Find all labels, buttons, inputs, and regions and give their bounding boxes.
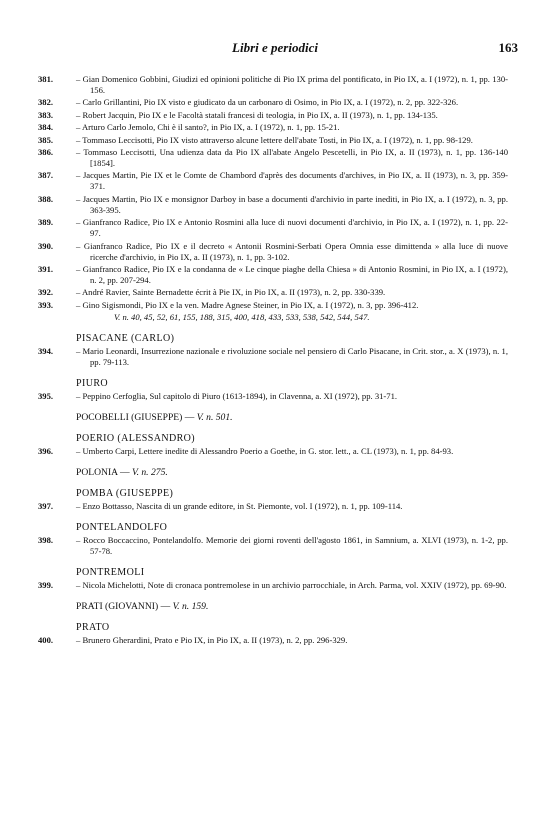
section-heading-crossref [38,601,508,612]
entry-number: 390. [38,240,54,251]
entry-text: – Peppino Cerfoglia, Sul capitolo di Piuro (1613-1894), in Clavenna, a. XI (1972), pp. 31-71. [76,391,398,402]
bibliography-entry [38,194,508,216]
entry-number: 385. [38,134,54,145]
section-heading: PIURO [76,378,109,390]
bibliography-entry [38,147,508,169]
entry-number: 389. [38,217,54,228]
see-also-note: V. n. 40, 45, 52, 61, 155, 188, 315, 400, 418, 433, 533, 538, 542, 544, 547. [114,312,370,323]
entry-number: 384. [38,122,54,133]
bibliography-entry [38,535,508,557]
crossref-dash: — [117,467,132,479]
crossref-dash: — [158,601,173,613]
bibliography-entry [38,217,508,239]
pio-ix-entries [38,74,508,311]
section-heading-crossref [38,412,508,423]
section-heading: PRATI (GIOVANNI) [76,601,159,613]
entry-text: – Gianfranco Radice, Pio IX e il decreto « Antonii Rosmini-Serbati Opera Omnia esse dimittenda » alla luce di nuove ricerche d'archivio, in Pio IX, a. II (1973), n. 1, pp. 3-102. [76,240,508,262]
entry-number: 393. [38,299,54,310]
entry-number: 398. [38,535,54,546]
entry-number: 388. [38,193,54,204]
page-number: 163 [498,40,518,55]
bibliography-entry [38,74,508,96]
entry-text: – Carlo Grillantini, Pio IX visto e giudicato da un carbonaro di Osimo, in Pio IX, a. I (1972), n. 2, pp. 322-326. [76,97,459,108]
entry-number: 396. [38,446,54,457]
bibliography-entry [38,635,508,646]
entry-number: 387. [38,170,54,181]
bibliography-entry [38,300,508,311]
crossref: V. n. 501. [196,412,233,424]
bibliography-entry [38,287,508,298]
entry-text: – Nicola Michelotti, Note di cronaca pontremolese in un archivio parrocchiale, in Arch. Parma, vol. XXIV (1972), pp. 69-90. [76,580,507,591]
section-heading: POERIO (ALESSANDRO) [76,433,195,445]
entry-text: – Rocco Boccaccino, Pontelandolfo. Memorie dei giorni roventi dell'agosto 1861, in Samnium, a. XLVI (1973), n. 1-2, pp. 57-78. [76,535,508,557]
entry-text: – Jacques Martin, Pio IX e monsignor Darboy in base a documenti d'archivio in parte inediti, in Pio IX, a. I (1972), n. 3, pp. 363-395. [76,193,508,215]
entry-text: – Gianfranco Radice, Pio IX e Antonio Rosmini alla luce di nuovi documenti d'archivio, in Pio IX, a. I (1972), n. 1, pp. 22-97. [76,217,508,239]
section-heading: PISACANE (CARLO) [76,333,175,345]
entry-number: 383. [38,109,54,120]
sections [38,333,508,646]
entry-text: – Arturo Carlo Jemolo, Chi è il santo?, in Pio IX, a. I (1972), n. 1, pp. 15-21. [76,122,340,133]
bibliography-entry [38,264,508,286]
entry-number: 397. [38,501,54,512]
entry-number: 399. [38,580,54,591]
crossref: V. n. 275. [131,467,168,479]
entry-text: – Mario Leonardi, Insurrezione nazionale e rivoluzione sociale nel pensiero di Carlo Pisacane, in Crit. stor., a. X (1973), n. 1, pp. 79-113. [76,346,508,368]
section-heading: POMBA (GIUSEPPE) [76,488,174,500]
entry-text: – Gianfranco Radice, Pio IX e la condanna de « Le cinque piaghe della Chiesa » di Antonio Rosmini, in Pio IX, a. I (1972), n. 2, pp. 207-294. [76,263,508,285]
entry-number: 392. [38,287,54,298]
bibliography-entry [38,135,508,146]
running-title: Libri e periodici [232,40,318,55]
entry-text: – Tommaso Leccisotti, Pio IX visto attraverso alcune lettere dell'abate Tosti, in Pio IX, a. I (1972), n. 1, pp. 98-129. [76,134,473,145]
entry-number: 395. [38,391,54,402]
entry-text: – Gian Domenico Gobbini, Giudizi ed opinioni politiche di Pio IX prima del pontificato, in Pio IX, a. I (1972), n. 1, pp. 130-156. [76,74,508,95]
entry-text: – Brunero Gherardini, Prato e Pio IX, in Pio IX, a. II (1973), n. 2, pp. 296-329. [76,635,348,646]
entry-number: 381. [38,74,54,84]
entry-text: – André Ravier, Sainte Bernadette écrit à Pie IX, in Pio IX, a. II (1973), n. 2, pp. 330-339. [76,287,386,298]
bibliography-entry [38,580,508,591]
section-heading: PRATO [76,622,110,634]
entry-number: 400. [38,635,54,646]
crossref: V. n. 159. [172,601,209,613]
entry-text: – Robert Jacquin, Pio IX e le Facoltà statali francesi di teologia, in Pio IX, a. II (1973), n. 1, pp. 134-135. [76,109,438,120]
crossref-dash: — [182,412,197,424]
bibliography-entry [38,241,508,263]
section-heading-crossref [38,467,508,478]
bibliography-entry [38,501,508,512]
page-header [60,40,518,60]
bibliography-entry [38,110,508,121]
entry-text: – Enzo Bottasso, Nascita di un grande editore, in St. Piemonte, vol. I (1972), n. 1, pp. 109-114. [76,501,403,512]
entry-text: – Tommaso Leccisotti, Una udienza data da Pio IX all'abate Angelo Pescetelli, in Pio IX, a. II (1973), n. 1, pp. 136-140 [1854]. [76,146,508,168]
section-heading: POCOBELLI (GIUSEPPE) [76,412,183,424]
section-heading: POLONIA [76,467,118,479]
bibliography-entry [38,122,508,133]
bibliography-entry [38,97,508,108]
entry-number: 391. [38,263,54,274]
section-heading: PONTELANDOLFO [76,522,168,534]
entry-number: 386. [38,146,54,157]
bibliography-entry [38,446,508,457]
entry-number: 382. [38,97,54,108]
bibliography-entry [38,170,508,192]
entry-text: – Gino Sigismondi, Pio IX e la ven. Madre Agnese Steiner, in Pio IX, a. I (1972), n. 3, pp. 396-412. [76,299,419,310]
bibliography-entry [38,391,508,402]
section-heading: PONTREMOLI [76,567,145,579]
entry-text: – Umberto Carpi, Lettere inedite di Alessandro Poerio a Goethe, in G. stor. lett., a. CL (1973), n. 1, pp. 84-93. [76,446,454,457]
entry-text: – Jacques Martin, Pie IX et le Comte de Chambord d'après des documents d'archives, in Pio IX, a. II (1973), n. 3, pp. 359-371. [76,170,508,192]
bibliography-content [38,74,508,647]
bibliography-entry [38,346,508,368]
entry-number: 394. [38,346,54,357]
